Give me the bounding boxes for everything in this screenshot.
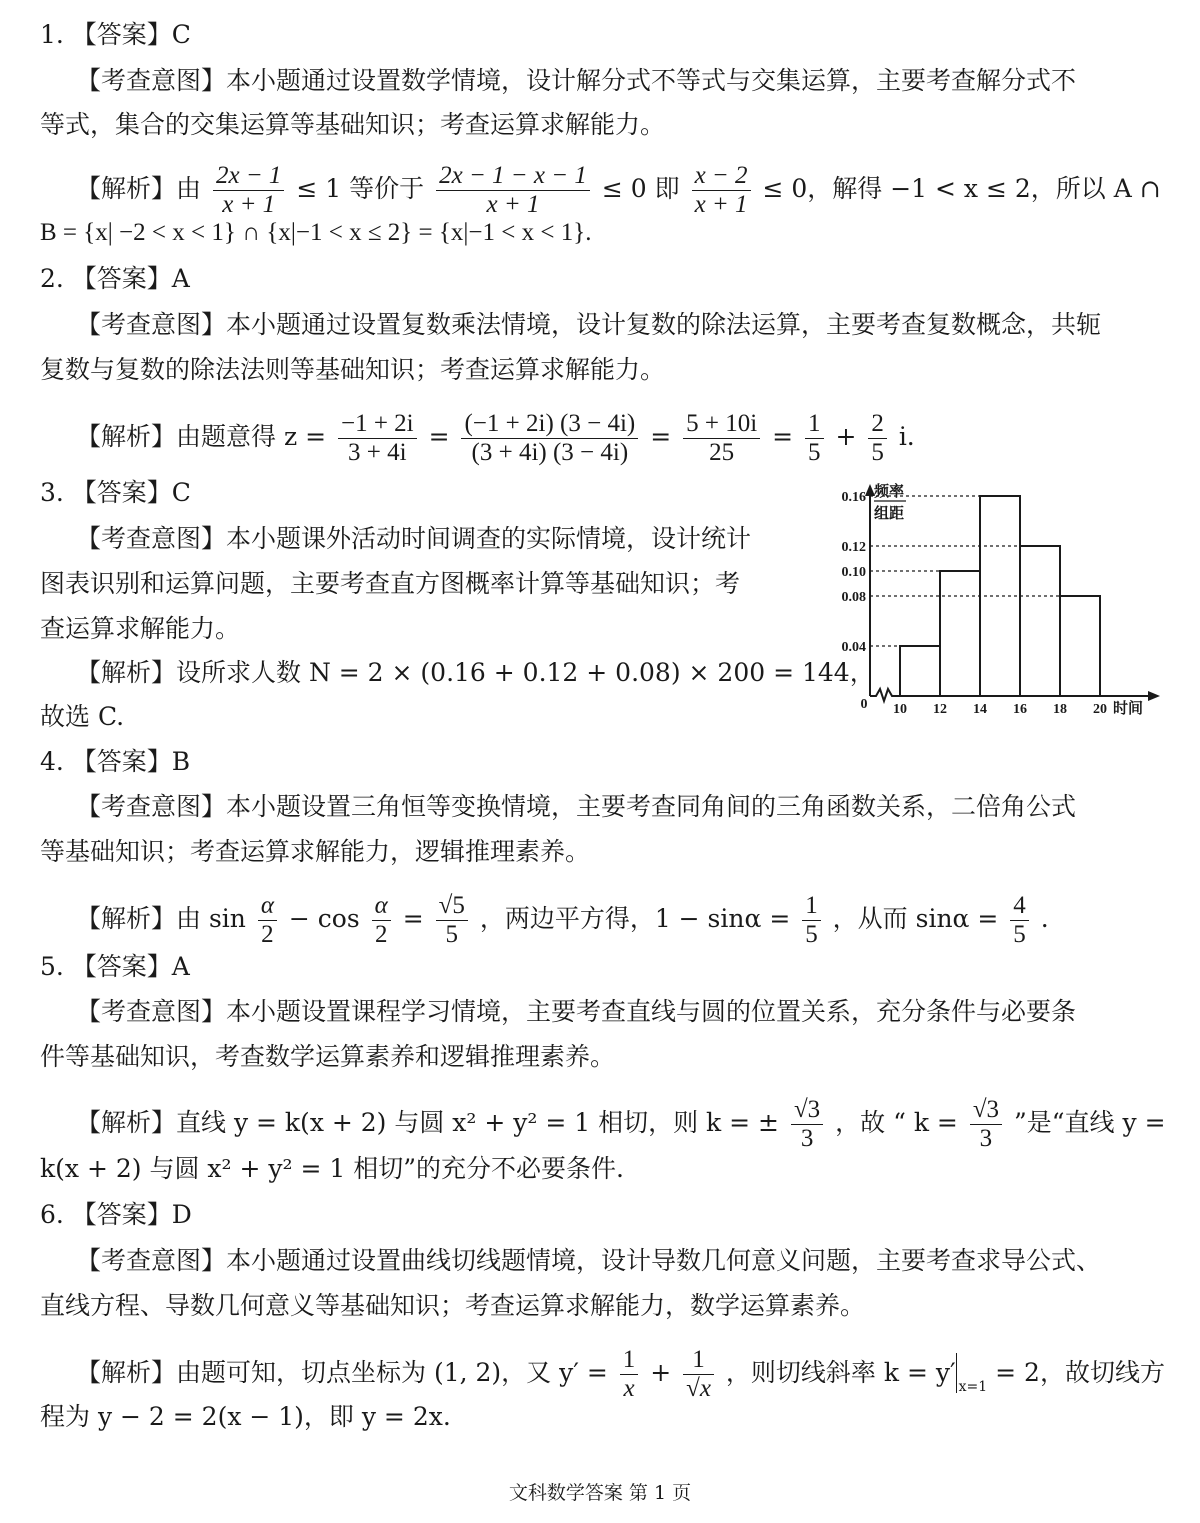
q4-tail: . [1040,904,1049,933]
q6-answer: 6. 【答案】D [40,1200,192,1229]
q4-f2-num: α [372,892,391,921]
q4-f2-den: 2 [374,921,388,948]
q5-solution-line1 [76,1096,1166,1153]
q4-mid2: ，从而 sinα = [832,904,999,933]
q2-solution [76,410,915,467]
q2-eq-1: = [428,422,450,451]
q5-intent-line1: 【考查意图】本小题设置课程学习情境，主要考查直线与圆的位置关系，充分条件与必要条 [76,997,1077,1026]
q1-f1-num: 2x − 1 [213,162,284,191]
q2-f2-num: (−1 + 2i) (3 − 4i) [461,410,638,439]
q4-f5-den: 5 [1013,921,1026,948]
q4-intent-line2: 等基础知识；考查运算求解能力，逻辑推理素养。 [40,837,591,866]
q2-fraction-3 [683,410,760,467]
q6-solution-line1 [76,1346,1165,1404]
q5-f1-num: √3 [791,1096,823,1125]
q2-tail: i. [898,422,915,451]
q3-answer: 3. 【答案】C [40,478,191,507]
q4-f1-num: α [258,892,277,921]
q5-sol-lead: 【解析】直线 y = k(x + 2) 与圆 x² + y² = 1 相切，则 k = ± [76,1108,779,1137]
y-tick-label: 0.10 [841,565,866,580]
q4-fraction-5 [1010,892,1029,949]
q2-eq-2: = [650,422,672,451]
q6-eval-bar [956,1353,957,1393]
q1-f1-den: x + 1 [222,191,276,218]
q5-tail: ”是“直线 y = [1014,1108,1166,1137]
y-tick-label: 0.04 [841,640,866,655]
q6-intent-line1: 【考查意图】本小题通过设置曲线切线题情境，设计导数几何意义问题，主要考查求导公式、 [76,1246,1102,1275]
q1-solution-line2: B = {x| −2 < x < 1} ∩ {x|−1 < x ≤ 2} = {x|−1 < x < 1}. [40,219,592,246]
q1-sol-c: ≤ 0，解得 −1 < x ≤ 2，所以 A ∩ [762,174,1161,203]
q1-f2-num: 2x − 1 − x − 1 [436,162,590,191]
q2-f1-num: −1 + 2i [338,410,417,439]
q2-fraction-5 [868,410,887,467]
x-tick-label: 16 [1013,702,1027,717]
q4-fraction-3 [436,892,468,949]
q5-fraction-2 [970,1096,1002,1153]
q1-fraction-1 [213,162,284,219]
q1-fraction-3 [692,162,751,219]
q2-f1-den: 3 + 4i [348,439,407,466]
origin-label: 0 [860,697,868,712]
q5-f2-num: √3 [970,1096,1002,1125]
q5-answer: 5. 【答案】A [40,952,190,981]
q4-solution [76,892,1049,949]
y-tick-label: 0.16 [841,490,866,505]
q2-f5-num: 2 [868,410,887,439]
q1-answer: 1. 【答案】C [40,20,191,49]
q3-solution-line2: 故选 C. [40,702,125,731]
x-axis-arrow [1148,691,1160,701]
q2-eq-3: = [772,422,794,451]
q6-intent-line2: 直线方程、导数几何意义等基础知识；考查运算求解能力，数学运算素养。 [40,1291,866,1320]
y-label-top: 频率 [874,484,905,500]
q4-f3-den: 5 [445,921,458,948]
x-axis-label: 时间 [1113,701,1144,717]
histogram-bar [940,571,980,696]
q6-f2-num: 1 [683,1346,714,1375]
histogram-chart [820,478,1160,723]
q1-f3-num: x − 2 [692,162,751,191]
q1-sol-a: ≤ 1 等价于 [296,174,425,203]
q4-mid: ，两边平方得，1 − sinα = [479,904,791,933]
q6-plus: + [650,1358,672,1387]
q2-intent-line1: 【考查意图】本小题通过设置复数乘法情境，设计复数的除法运算，主要考查复数概念，共轭 [76,310,1102,339]
q4-f3-num: √5 [436,892,468,921]
q6-solution-line2: 程为 y − 2 = 2(x − 1)，即 y = 2x. [40,1402,451,1431]
q4-sol-lead: 【解析】由 sin [76,904,246,933]
page-footer: 文科数学答案 第 1 页 [508,1482,692,1504]
x-tick-label: 12 [933,702,947,717]
q6-eval-subscript: x=1 [958,1379,988,1395]
q1-f2-den: x + 1 [486,191,540,218]
q1-f3-den: x + 1 [694,191,748,218]
q6-f1-den: x [623,1375,635,1402]
q4-f1-den: 2 [261,921,274,948]
histogram-bar [1060,596,1100,696]
q4-fraction-4 [802,892,821,949]
q1-intent-line2: 等式，集合的交集运算等基础知识；考查运算求解能力。 [40,110,666,139]
q2-answer: 2. 【答案】A [40,264,190,293]
q2-fraction-4 [805,410,824,467]
x-tick-label: 18 [1053,702,1067,717]
q5-mid: ，故 “ k = [835,1108,958,1137]
q2-f5-den: 5 [871,439,884,466]
q4-fraction-2 [372,892,391,949]
y-tick-label: 0.08 [841,590,866,605]
q1-sol-b: ≤ 0 即 [601,174,680,203]
q4-minus-cos: − cos [288,904,360,933]
q6-tail: = 2，故切线方 [995,1358,1165,1387]
histogram-bar [900,646,940,696]
q1-solution-line1 [76,162,1161,219]
q5-fraction-1 [791,1096,823,1153]
q3-intent-line1: 【考查意图】本小题课外活动时间调查的实际情境，设计统计 [76,524,752,553]
q5-solution-line2: k(x + 2) 与圆 x² + y² = 1 相切”的充分不必要条件. [40,1154,624,1183]
q4-f4-den: 5 [805,921,818,948]
q2-f4-num: 1 [805,410,824,439]
q2-intent-line2: 复数与复数的除法法则等基础知识；考查运算求解能力。 [40,355,666,384]
q6-sol-lead: 【解析】由题可知，切点坐标为 (1, 2)，又 y′ = [76,1358,608,1387]
q2-plus: + [835,422,857,451]
histogram-bar [1020,546,1060,696]
q4-intent-line1: 【考查意图】本小题设置三角恒等变换情境，主要考查同角间的三角函数关系，二倍角公式 [76,792,1077,821]
q5-f2-den: 3 [979,1125,993,1152]
q2-f3-num: 5 + 10i [683,410,760,439]
q2-f4-den: 5 [808,439,821,466]
q3-intent-line3: 查运算求解能力。 [40,614,241,643]
q4-f4-num: 1 [802,892,821,921]
q4-eq: = [402,904,424,933]
q2-fraction-2 [461,410,638,467]
q2-sol-lead: 【解析】由题意得 z = [76,422,327,451]
x-tick-label: 14 [973,702,987,717]
q2-fraction-1 [338,410,417,467]
q3-solution-line1: 【解析】设所求人数 N = 2 × (0.16 + 0.12 + 0.08) × 200 = 144， [76,658,875,687]
q1-sol-lead: 【解析】由 [76,174,202,203]
q6-fraction-1 [620,1346,639,1403]
q6-f1-num: 1 [620,1346,639,1375]
q5-intent-line2: 件等基础知识，考查数学运算素养和逻辑推理素养。 [40,1042,616,1071]
q4-f5-num: 4 [1010,892,1029,921]
q6-f2-den: √x [686,1375,711,1402]
q5-f1-den: 3 [800,1125,814,1152]
y-tick-label: 0.12 [841,540,866,555]
q2-f2-den: (3 + 4i) (3 − 4i) [471,439,629,466]
q4-fraction-1 [258,892,277,949]
x-tick-label: 10 [893,702,907,717]
q1-intent-line1: 【考查意图】本小题通过设置数学情境，设计解分式不等式与交集运算，主要考查解分式不 [76,66,1077,95]
q1-fraction-2 [436,162,590,219]
q6-fraction-2 [683,1346,714,1403]
x-tick-label: 20 [1093,702,1107,717]
q6-mid: ，则切线斜率 k = y′ [725,1358,956,1387]
q4-answer: 4. 【答案】B [40,747,191,776]
q2-f3-den: 25 [709,439,735,466]
y-label-bottom: 组距 [874,506,905,522]
q3-intent-line2: 图表识别和运算问题，主要考查直方图概率计算等基础知识；考 [40,569,741,598]
